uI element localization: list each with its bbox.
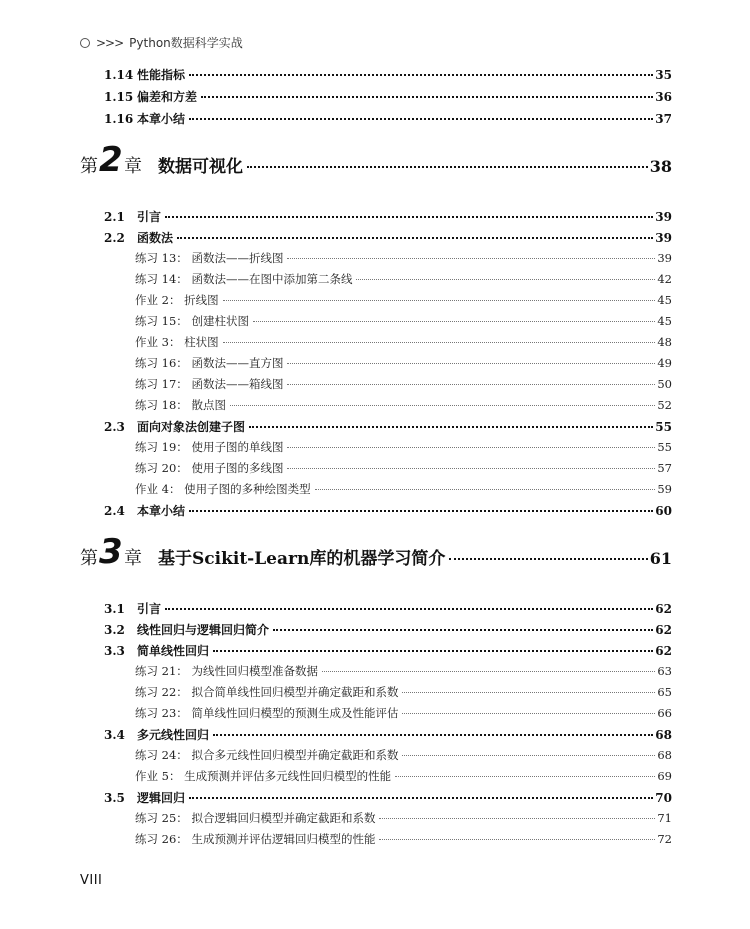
exercise-title: 练习 18： 散点图 [135,398,226,412]
dot-leader [287,258,655,259]
exercise-entry[interactable] [0,481,750,501]
page-number: 69 [657,769,672,783]
page-number: 37 [655,112,672,126]
entry-line [137,600,672,617]
section-title: 函数法 [137,231,174,245]
dot-leader [223,342,656,343]
exercise-title: 练习 14： 函数法——在图中添加第二条线 [135,272,353,286]
entry-line [137,418,672,435]
chapter-entry [158,152,672,177]
entry-line [135,481,672,497]
dot-leader [402,713,655,714]
exercise-title: 作业 4： 使用子图的多种绘图类型 [135,482,311,496]
section-entry[interactable] [0,726,750,746]
entry-line [135,810,672,826]
page-number: 59 [657,482,672,496]
entry-line [137,726,672,743]
dot-leader [287,447,655,448]
page-number: 36 [655,90,672,104]
section-title: 本章小结 [137,504,186,518]
page-number: 57 [657,461,672,475]
chapter-heading[interactable] [0,534,750,574]
exercise-title: 练习 20： 使用子图的多线图 [135,461,284,475]
dot-leader [402,755,655,756]
page-number: 45 [657,293,672,307]
dot-leader [379,839,655,840]
exercise-entry[interactable] [0,663,750,683]
dot-leader [249,426,653,428]
page-number: 60 [655,504,672,518]
exercise-entry[interactable] [0,684,750,704]
chapter-suffix: 章 [124,548,142,569]
dot-leader [395,776,655,777]
entry-line [135,663,672,679]
exercise-title: 作业 3： 柱状图 [135,335,219,349]
dot-leader [315,489,656,490]
exercise-title: 练习 19： 使用子图的单线图 [135,440,284,454]
section-title: 线性回归与逻辑回归简介 [137,623,270,637]
entry-line [137,66,672,83]
section-number: 3.4 [104,728,125,742]
page-number: 50 [657,377,672,391]
exercise-entry[interactable] [0,313,750,333]
dot-leader [230,405,655,406]
entry-line [135,271,672,287]
page-number: 39 [655,231,672,245]
exercise-title: 练习 17： 函数法——箱线图 [135,377,284,391]
dot-leader [201,96,653,98]
entry-line [137,502,672,519]
page-number: 39 [657,251,672,265]
dot-leader [213,734,653,736]
section-number: 3.3 [104,644,125,658]
book-title: Python数据科学实战 [129,36,243,50]
page-number: 66 [657,706,672,720]
chapter-title: 数据可视化 [158,157,243,177]
section-entry[interactable] [0,208,750,228]
page-number: 42 [657,272,672,286]
section-title: 性能指标 [137,68,186,82]
exercise-title: 练习 25： 拟合逻辑回归模型并确定截距和系数 [135,811,376,825]
dot-leader [189,797,653,799]
section-entry[interactable] [0,229,750,249]
section-title: 面向对象法创建子图 [137,420,246,434]
dot-leader [253,321,655,322]
dot-leader [189,118,653,120]
page-number: 62 [655,644,672,658]
chapter-suffix: 章 [124,156,142,177]
section-number: 2.2 [104,231,125,245]
page-number: 61 [649,549,672,568]
page-number: 48 [657,335,672,349]
section-entry[interactable] [0,88,750,108]
section-entry[interactable] [0,600,750,620]
entry-line [135,376,672,392]
entry-line [135,334,672,350]
section-number: 3.5 [104,791,125,805]
section-entry[interactable] [0,66,750,86]
dot-leader [165,216,653,218]
entry-line [137,229,672,246]
section-entry[interactable] [0,642,750,662]
entry-line [135,397,672,413]
page-number: 68 [655,728,672,742]
section-title: 引言 [137,602,162,616]
dot-leader [449,558,647,560]
entry-line [135,292,672,308]
exercise-title: 练习 21： 为线性回归模型准备数据 [135,664,318,678]
exercise-entry[interactable] [0,439,750,459]
dot-leader [213,650,653,652]
running-header [80,34,243,51]
dot-leader [287,384,655,385]
entry-line [137,88,672,105]
section-title: 引言 [137,210,162,224]
chapter-prefix: 第 [80,548,98,569]
chapter-entry [158,544,672,569]
dot-leader [273,629,653,631]
dot-leader [189,74,653,76]
section-entry[interactable] [0,502,750,522]
exercise-title: 练习 23： 简单线性回归模型的预测生成及性能评估 [135,706,399,720]
entry-line [135,831,672,847]
dot-leader [287,363,655,364]
dot-leader [356,279,655,280]
exercise-title: 练习 26： 生成预测并评估逻辑回归模型的性能 [135,832,376,846]
section-number: 3.2 [104,623,125,637]
section-number: 3.1 [104,602,125,616]
section-title: 简单线性回归 [137,644,210,658]
exercise-title: 练习 24： 拟合多元线性回归模型并确定截距和系数 [135,748,399,762]
section-number: 2.1 [104,210,125,224]
page-number: 52 [657,398,672,412]
section-number: 2.3 [104,420,125,434]
page-number: 72 [657,832,672,846]
section-entry[interactable] [0,621,750,641]
section-title: 本章小结 [137,112,186,126]
chapter-number: 3 [99,532,123,572]
chapter-heading[interactable] [0,142,750,182]
entry-line [137,208,672,225]
section-entry[interactable] [0,110,750,130]
page-number: 71 [657,811,672,825]
exercise-entry[interactable] [0,460,750,480]
page-number: 39 [655,210,672,224]
dot-leader [287,468,655,469]
section-title: 偏差和方差 [137,90,198,104]
entry-line [135,747,672,763]
page-number: 65 [657,685,672,699]
entry-line [137,789,672,806]
dot-leader [165,608,653,610]
section-number: 1.15 [104,90,134,104]
entry-line [135,768,672,784]
exercise-title: 练习 15： 创建柱状图 [135,314,249,328]
page-number: 70 [655,791,672,805]
section-title: 多元线性回归 [137,728,210,742]
page-number: 38 [649,157,672,176]
exercise-entry[interactable] [0,271,750,291]
dot-leader [247,166,648,168]
exercise-title: 作业 2： 折线图 [135,293,219,307]
entry-line [137,621,672,638]
exercise-entry[interactable] [0,376,750,396]
dot-leader [322,671,655,672]
entry-line [135,355,672,371]
section-title: 逻辑回归 [137,791,186,805]
entry-line [135,313,672,329]
arrows-glyph: >>> [96,35,124,50]
entry-line [137,642,672,659]
entry-line [135,250,672,266]
section-entry[interactable] [0,418,750,438]
page-number: 68 [657,748,672,762]
exercise-title: 练习 16： 函数法——直方图 [135,356,284,370]
entry-line [135,439,672,455]
chapter-prefix: 第 [80,156,98,177]
entry-line [135,684,672,700]
page-number: 49 [657,356,672,370]
page-number: 62 [655,602,672,616]
page-number: VIII [80,873,103,888]
circle-icon [80,38,90,48]
page-number: 55 [657,440,672,454]
exercise-entry[interactable] [0,747,750,767]
dot-leader [379,818,655,819]
dot-leader [177,237,653,239]
section-entry[interactable] [0,789,750,809]
dot-leader [402,692,655,693]
chapter-title: 基于Scikit-Learn库的机器学习简介 [158,549,446,569]
exercise-title: 作业 5： 生成预测并评估多元线性回归模型的性能 [135,769,392,783]
page-number: 35 [655,68,672,82]
exercise-entry[interactable] [0,355,750,375]
exercise-title: 练习 22： 拟合简单线性回归模型并确定截距和系数 [135,685,399,699]
dot-leader [189,510,653,512]
exercise-entry[interactable] [0,705,750,725]
exercise-entry[interactable] [0,831,750,851]
exercise-entry[interactable] [0,292,750,312]
exercise-title: 练习 13： 函数法——折线图 [135,251,284,265]
entry-line [135,705,672,721]
page-number: 55 [655,420,672,434]
exercise-entry[interactable] [0,768,750,788]
section-number: 1.14 [104,68,134,82]
page-number: 62 [655,623,672,637]
section-number: 2.4 [104,504,125,518]
entry-line [135,460,672,476]
exercise-entry[interactable] [0,334,750,354]
entry-line [137,110,672,127]
exercise-entry[interactable] [0,810,750,830]
page-number: 45 [657,314,672,328]
dot-leader [223,300,656,301]
exercise-entry[interactable] [0,397,750,417]
exercise-entry[interactable] [0,250,750,270]
chapter-number: 2 [99,140,123,180]
section-number: 1.16 [104,112,134,126]
page-number: 63 [657,664,672,678]
